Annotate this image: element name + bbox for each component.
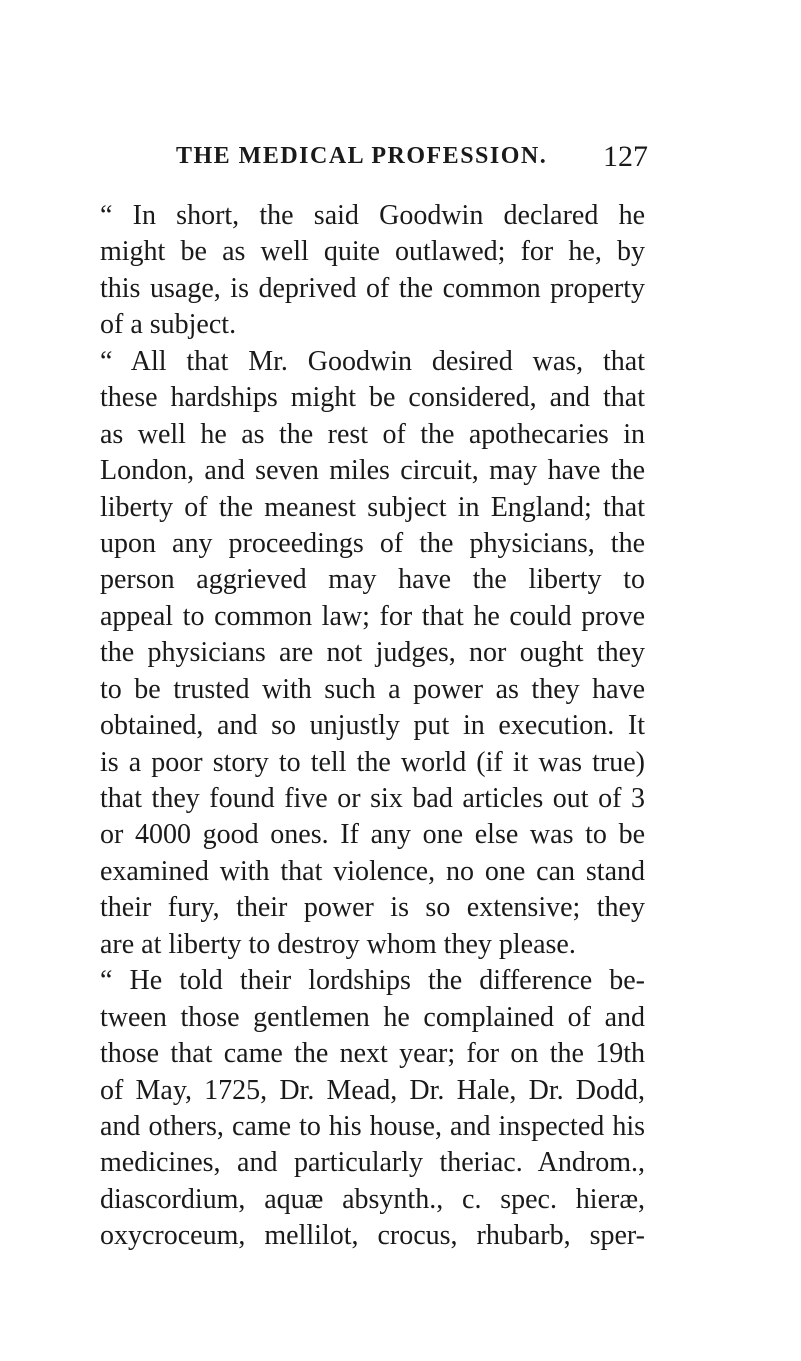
text-line: examined with that violence, no one can stand [100, 855, 645, 887]
text-line: are at liberty to destroy whom they please. [100, 928, 576, 960]
text-line: those that came the next year; for on the 19th [100, 1038, 645, 1070]
text-line: appeal to common law; for that he could prove [100, 600, 645, 632]
page-number: 127 [603, 140, 648, 173]
text-line: “ In short, the said Goodwin declared he [100, 200, 645, 231]
running-title: THE MEDICAL PROFESSION. [176, 143, 548, 169]
text-line: of May, 1725, Dr. Mead, Dr. Hale, Dr. Dodd, [100, 1074, 645, 1106]
text-line: obtained, and so unjustly put in execution. It [100, 710, 645, 742]
text-line: this usage, is deprived of the common property [100, 272, 645, 304]
text-line: medicines, and particularly theriac. Androm., [100, 1147, 645, 1179]
text-line: “ He told their lordships the difference be- [100, 965, 645, 997]
text-line: person aggrieved may have the liberty to [100, 564, 645, 596]
text-line: the physicians are not judges, nor ought they [100, 637, 645, 669]
text-line: tween those gentlemen he complained of and [100, 1001, 645, 1033]
text-line: that they found five or six bad articles out of 3 [100, 783, 645, 814]
text-line: diascordium, aquæ absynth., c. spec. hieræ, [100, 1183, 645, 1215]
text-line: might be as well quite outlawed; for he, by [100, 236, 645, 268]
text-line: “ All that Mr. Goodwin desired was, that [100, 345, 645, 377]
body-text [100, 198, 645, 1255]
text-line: upon any proceedings of the physicians, the [100, 527, 645, 559]
text-line: oxycroceum, mellilot, crocus, rhubarb, sper- [100, 1220, 645, 1252]
text-line: to be trusted with such a power as they have [100, 673, 645, 705]
text-line: these hardships might be considered, and that [100, 382, 645, 414]
text-line: liberty of the meanest subject in England; that [100, 491, 645, 523]
text-line: London, and seven miles circuit, may have the [100, 455, 645, 487]
text-line: as well he as the rest of the apothecaries in [100, 418, 645, 450]
running-head [0, 140, 801, 183]
text-line: and others, came to his house, and inspected his [100, 1110, 645, 1142]
text-line: of a subject. [100, 309, 237, 341]
text-line: or 4000 good ones. If any one else was to be [100, 819, 645, 851]
text-line: their fury, their power is so extensive; they [100, 892, 645, 924]
text-line: is a poor story to tell the world (if it was true) [100, 746, 645, 778]
